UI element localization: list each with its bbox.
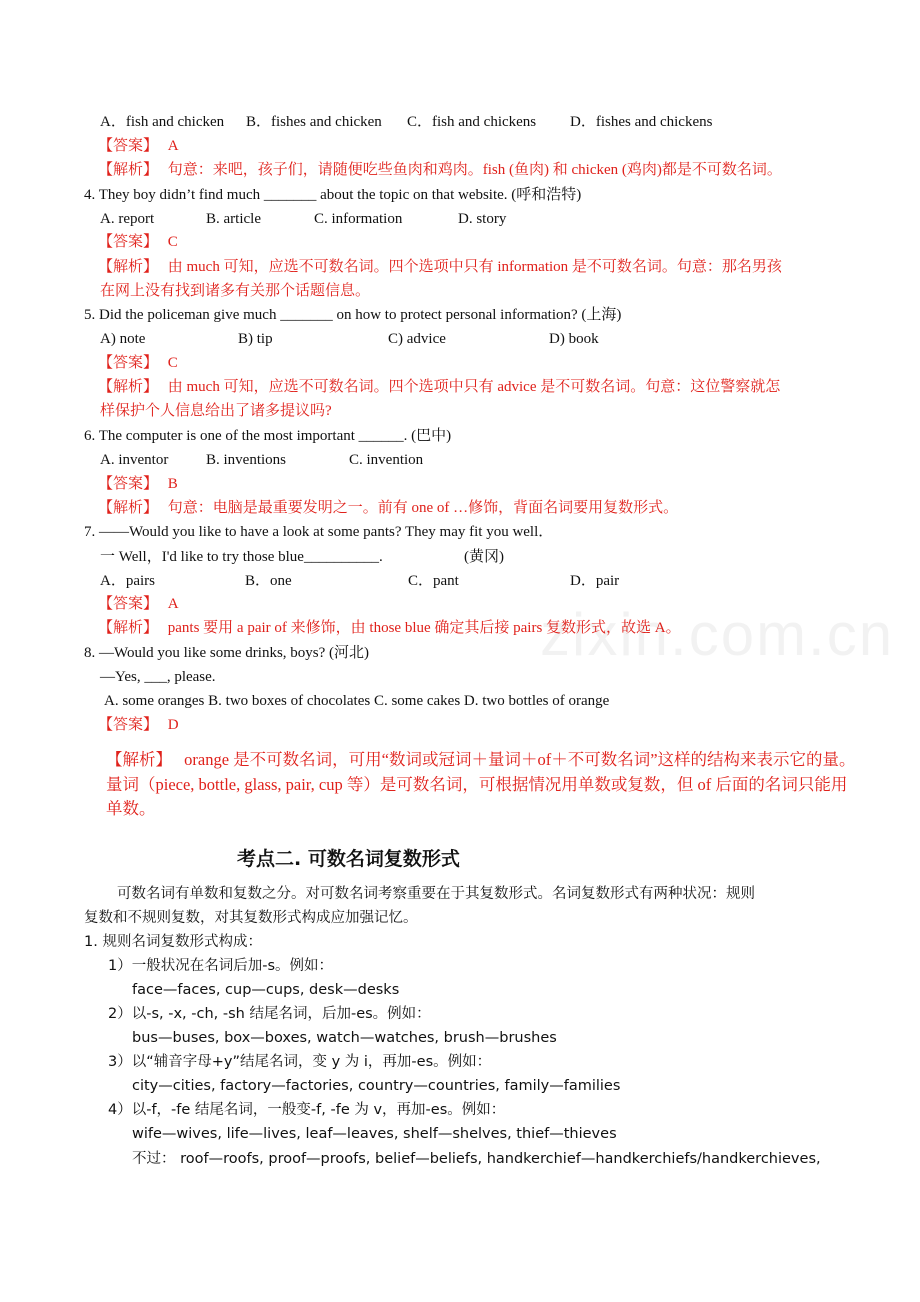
rule-1-example: face—faces, cup—cups, desk—desks <box>132 982 400 998</box>
analysis-text: 由 much 可知，应选不可数名词。四个选项中只有 advice 是不可数名词。句意：这位警察就怎 <box>167 379 781 395</box>
q8-answer <box>98 715 179 735</box>
answer-value: A <box>167 138 179 154</box>
q4-option-b: B. article <box>206 211 261 227</box>
q6-analysis <box>98 498 678 518</box>
section-intro: 可数名词有单数和复数之分。对可数名词考察重要在于其复数形式。名词复数形式有两种状况：规则 <box>117 886 755 902</box>
q5-question: 5. Did the policeman give much _______ on how to protect personal information? (上海) <box>84 307 622 323</box>
q4-option-d: D. story <box>458 211 507 227</box>
analysis-text: 由 much 可知，应选不可数名词。四个选项中只有 information 是不可数名词。句意：那名男孩 <box>167 259 782 275</box>
q7-question: 7. ——Would you like to have a look at some pants? They may fit you well． <box>84 524 554 540</box>
q4-question: 4. They boy didn’t find much _______ about the topic on that website. (呼和浩特) <box>84 187 582 203</box>
q4-analysis <box>98 257 782 277</box>
analysis-label: 【解析】 <box>98 379 159 395</box>
answer-value: B <box>167 476 178 492</box>
answer-label: 【答案】 <box>98 596 159 612</box>
rules-heading: 1. 规则名词复数形式构成： <box>84 934 262 950</box>
q4-option-a: A. report <box>100 211 155 227</box>
q5-option-d: D) book <box>549 331 599 347</box>
q3-option-d: D．fishes and chickens <box>570 114 713 130</box>
answer-value: C <box>167 355 178 371</box>
q4-analysis-cont: 在网上没有找到诸多有关那个话题信息。 <box>100 283 371 299</box>
answer-label: 【答案】 <box>98 234 159 250</box>
q5-analysis-cont: 样保护个人信息给出了诸多提议吗? <box>100 403 332 419</box>
analysis-label: 【解析】 <box>98 259 159 275</box>
q8-question: 8. —Would you like some drinks, boys? (河北) <box>84 645 370 661</box>
rule-4-label: 4）以-f，-fe 结尾名词，一般变-f, -fe 为 v，再加-es。例如： <box>108 1102 506 1118</box>
rule-2-label: 2）以-s, -x, -ch, -sh 结尾名词，后加-es。例如： <box>108 1006 431 1022</box>
analysis-text: pants 要用 a pair of 来修饰，由 those blue 确定其后接 pairs 复数形式，故选 A。 <box>167 620 681 636</box>
rule-1-label: 1）一般状况在名词后加-s。例如： <box>108 958 334 974</box>
answer-label: 【答案】 <box>98 355 159 371</box>
q7-reply: 一 Well，I'd like to try those blue__________. <box>100 549 383 565</box>
rule-4-exception: 不过： roof—roofs, proof—proofs, belief—beliefs, handkerchief—handkerchiefs/handkerchieves, <box>132 1151 821 1167</box>
q3-option-c: C．fish and chickens <box>407 114 537 130</box>
analysis-text: 句意：电脑是最重要发明之一。前有 one of …修饰，背面名词要用复数形式。 <box>167 500 679 516</box>
q6-answer <box>98 474 178 494</box>
q6-option-a: A. inventor <box>100 452 169 468</box>
q5-answer <box>98 353 178 373</box>
q4-option-c: C. information <box>314 211 403 227</box>
answer-label: 【答案】 <box>98 476 159 492</box>
answer-value: D <box>167 717 179 733</box>
q3-answer <box>98 136 179 156</box>
q3-analysis <box>98 160 782 180</box>
analysis-label: 【解析】 <box>98 162 159 178</box>
q6-option-c: C. invention <box>349 452 424 468</box>
analysis-label: 【解析】 <box>98 500 159 516</box>
q7-option-d: D．pair <box>570 573 620 589</box>
q7-source: (黄冈) <box>464 549 504 565</box>
answer-label: 【答案】 <box>98 138 159 154</box>
q7-option-a: A．pairs <box>100 573 155 589</box>
section-title: 考点二. 可数名词复数形式 <box>237 848 460 870</box>
answer-label: 【答案】 <box>98 717 159 733</box>
q8-options: A. some oranges B. two boxes of chocolates C. some cakes D. two bottles of orange <box>104 693 610 709</box>
answer-value: A <box>167 596 179 612</box>
q7-answer <box>98 594 179 614</box>
answer-value: C <box>167 234 178 250</box>
q5-option-c: C) advice <box>388 331 446 347</box>
q6-option-b: B. inventions <box>206 452 287 468</box>
q5-option-b: B) tip <box>238 331 273 347</box>
q4-answer <box>98 232 178 252</box>
q7-option-b: B．one <box>245 573 292 589</box>
rule-2-example: bus—buses, box—boxes, watch—watches, brush—brushes <box>132 1030 557 1046</box>
rule-3-example: city—cities, factory—factories, country—countries, family—families <box>132 1078 621 1094</box>
rule-4-example: wife—wives, life—lives, leaf—leaves, shelf—shelves, thief—thieves <box>132 1126 617 1142</box>
analysis-text: orange 是不可数名词，可用“数词或冠词＋量词＋of＋不可数名词”这样的结构来表示它的量。 <box>184 750 856 769</box>
q8-reply: —Yes, ___, please. <box>100 669 216 685</box>
analysis-label: 【解析】 <box>98 620 159 636</box>
q3-option-b: B．fishes and chicken <box>246 114 382 130</box>
q3-option-a: A．fish and chicken <box>100 114 225 130</box>
analysis-label: 【解析】 <box>106 750 172 769</box>
q6-question: 6. The computer is one of the most important ______. (巴中) <box>84 428 452 444</box>
section-intro-cont: 复数和不规则复数，对其复数形式构成应加强记忆。 <box>84 910 418 926</box>
q5-option-a: A) note <box>100 331 146 347</box>
q5-analysis <box>98 377 780 397</box>
analysis-text: 句意：来吧，孩子们，请随便吃些鱼肉和鸡肉。fish (鱼肉) 和 chicken (鸡肉)都是不可数名词。 <box>167 162 782 178</box>
q7-option-c: C．pant <box>408 573 459 589</box>
q8-analysis <box>106 748 856 772</box>
q7-analysis <box>98 618 681 638</box>
q8-analysis-cont: 量词（piece, bottle, glass, pair, cup 等）是可数名词，可根据情况用单数或复数，但 of 后面的名词只能用 <box>106 775 848 794</box>
rule-3-label: 3）以“辅音字母+y”结尾名词，变 y 为 i，再加-es。例如： <box>108 1054 492 1070</box>
watermark: zixin.com.cn <box>540 601 895 668</box>
q8-analysis-cont-2: 单数。 <box>106 799 156 818</box>
